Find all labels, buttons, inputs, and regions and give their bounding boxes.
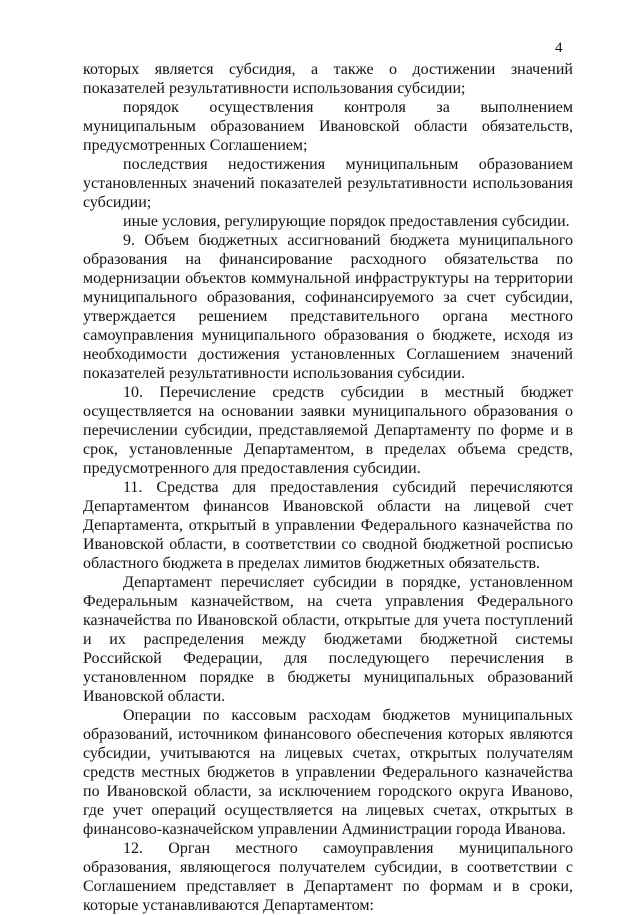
paragraph: которых является субсидия, а также о достижении значений показателей результативности использования субсидии; xyxy=(83,61,573,97)
page-number: 4 xyxy=(555,40,563,56)
paragraph: Операции по кассовым расходам бюджетов муниципальных образований, источником финансового обеспечения которых являются субсидии, учитываются на лицевых счетах, открытых получателям средств местных бюджетов в управлении Федерального казначейства по Ивановской области, за исключением городского округа Иваново, где учет операций осуществляется на лицевых счетах, открытых в финансово-казначейском управлении Администрации города Иванова. xyxy=(83,707,573,838)
paragraph: последствия недостижения муниципальным образованием установленных значений показателей результативности использования субсидии; xyxy=(83,156,573,211)
paragraph: Департамент перечисляет субсидии в порядке, установленном Федеральным казначейством, на счета управления Федерального казначейства по Ивановской области, открытые для учета поступлений и их распределения между бюджетами бюджетной системы Российской Федерации, для последующего перечисления в установленном порядке в бюджеты муниципальных образований Ивановской области. xyxy=(83,574,573,705)
document-body xyxy=(83,60,573,915)
paragraph: 9. Объем бюджетных ассигнований бюджета муниципального образования на финансирование расходного обязательства по модернизации объектов коммунальной инфраструктуры на территории муниципального образования, софинансируемого за счет субсидии, утверждается решением представительного органа местного самоуправления муниципального образования о бюджете, исходя из необходимости достижения установленных Соглашением значений показателей результативности использования субсидии. xyxy=(83,232,573,382)
paragraph: 10. Перечисление средств субсидии в местный бюджет осуществляется на основании заявки муниципального образования о перечислении субсидии, представляемой Департаменту по форме и в срок, установленные Департаментом, в пределах объема средств, предусмотренного для предоставления субсидии. xyxy=(83,384,573,477)
paragraph: 12. Орган местного самоуправления муниципального образования, являющегося получателем субсидии, в соответствии с Соглашением представляет в Департамент по формам и в сроки, которые устанавливаются Департаментом: xyxy=(83,840,573,914)
paragraph: иные условия, регулирующие порядок предоставления субсидии. xyxy=(123,213,570,230)
paragraph: 11. Средства для предоставления субсидий перечисляются Департаментом финансов Ивановской области на лицевой счет Департамента, открытый в управлении Федерального казначейства по Ивановской области, в соответствии со сводной бюджетной росписью областного бюджета в пределах лимитов бюджетных обязательств. xyxy=(83,479,573,572)
paragraph: порядок осуществления контроля за выполнением муниципальным образованием Ивановской области обязательств, предусмотренных Соглашением; xyxy=(83,99,573,154)
